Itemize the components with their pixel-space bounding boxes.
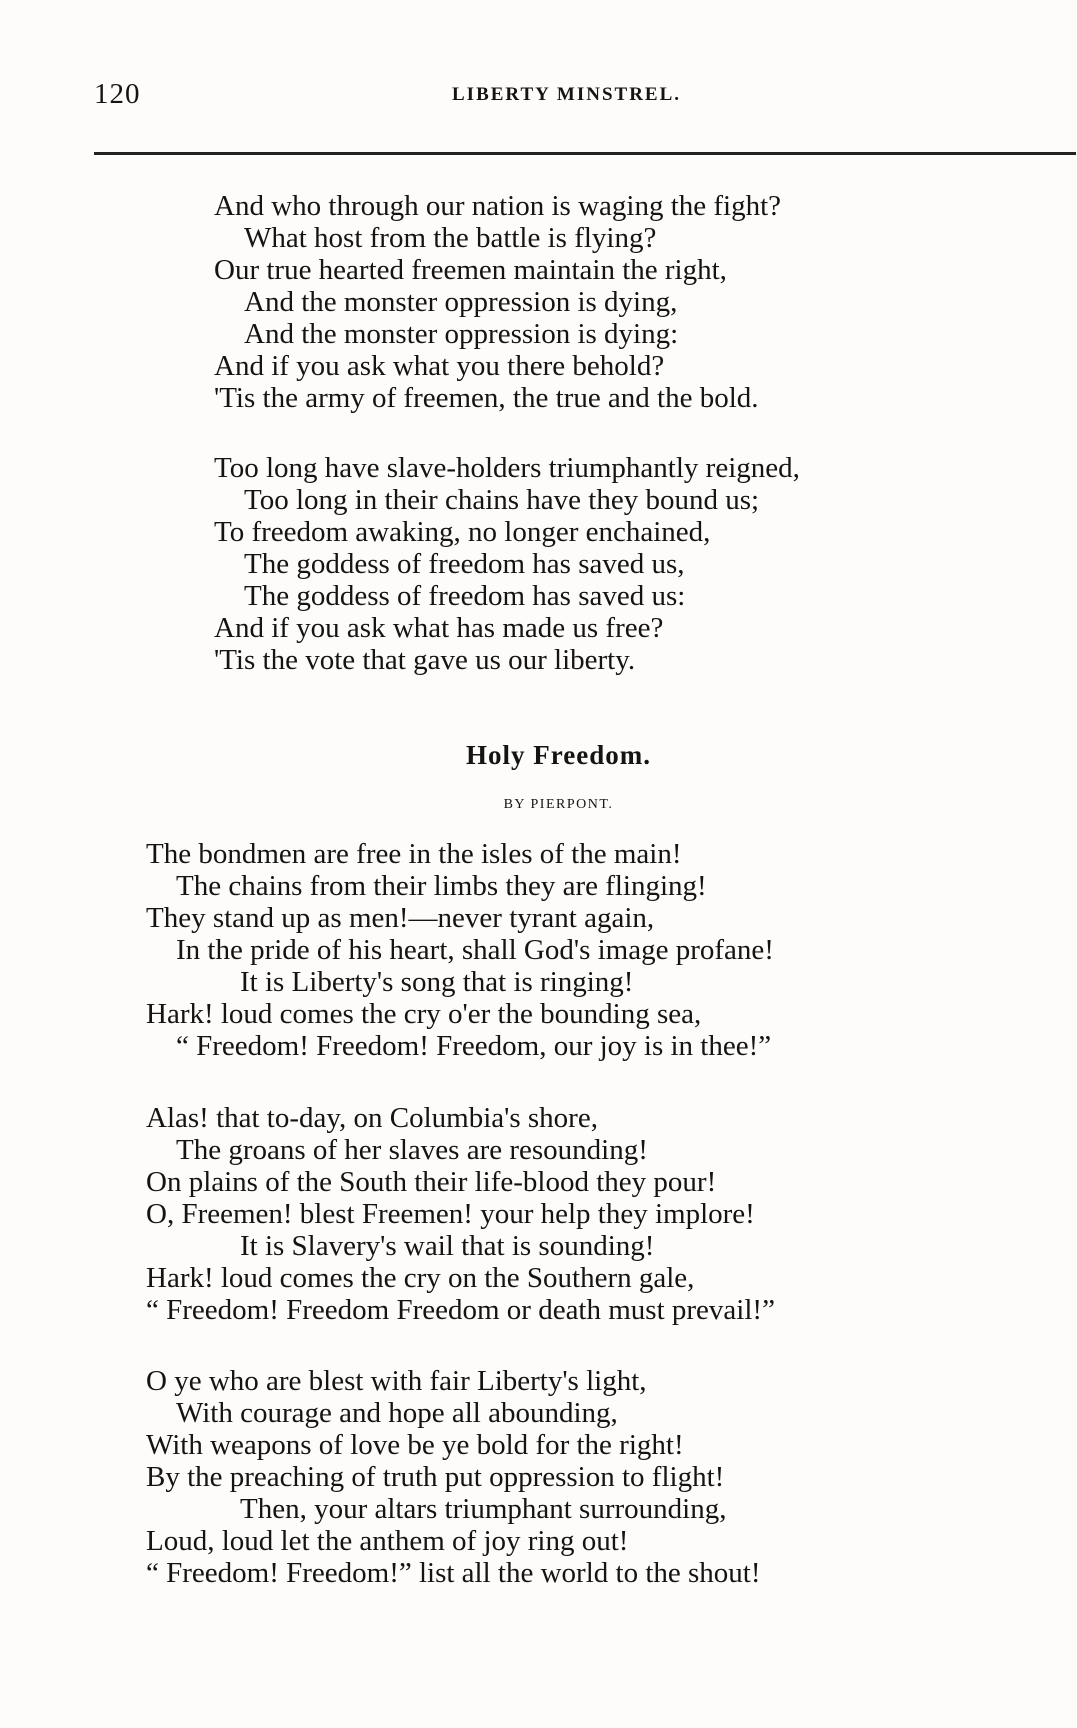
verse-line: 'Tis the vote that gave us our liberty. xyxy=(214,644,636,676)
verse-line: In the pride of his heart, shall God's image profane! xyxy=(176,934,774,966)
verse-line: O ye who are blest with fair Liberty's light, xyxy=(146,1365,647,1397)
poem-stanza-3 xyxy=(146,1365,761,1589)
poem-byline: BY PIERPONT. xyxy=(503,797,614,812)
verse-line: O, Freemen! blest Freemen! your help they implore! xyxy=(146,1198,755,1230)
verse-line: To freedom awaking, no longer enchained, xyxy=(214,516,711,548)
verse-line: Too long have slave-holders triumphantly reigned, xyxy=(214,452,800,484)
stanza-1 xyxy=(214,190,781,414)
verse-line: Our true hearted freemen maintain the right, xyxy=(214,254,727,286)
verse-line: Loud, loud let the anthem of joy ring out! xyxy=(146,1525,629,1557)
verse-line: They stand up as men!—never tyrant again, xyxy=(146,902,655,934)
verse-line: “ Freedom! Freedom Freedom or death must prevail!” xyxy=(146,1294,775,1326)
poem-title: Holy Freedom. xyxy=(466,740,651,770)
verse-line: Alas! that to-day, on Columbia's shore, xyxy=(146,1102,598,1134)
verse-line: Too long in their chains have they bound us; xyxy=(244,484,760,516)
verse-line: The goddess of freedom has saved us: xyxy=(244,580,686,612)
verse-line: Hark! loud comes the cry on the Southern gale, xyxy=(146,1262,695,1294)
verse-line: And who through our nation is waging the fight? xyxy=(214,190,782,222)
verse-line: 'Tis the army of freemen, the true and the bold. xyxy=(214,382,759,414)
stanza-2 xyxy=(214,452,800,676)
verse-line: And the monster oppression is dying, xyxy=(244,286,678,318)
verse-line: Then, your altars triumphant surrounding, xyxy=(240,1493,727,1525)
header-rule xyxy=(94,152,1076,155)
verse-line: The goddess of freedom has saved us, xyxy=(244,548,685,580)
verse-line: It is Liberty's song that is ringing! xyxy=(240,966,634,998)
verse-line: The chains from their limbs they are flinging! xyxy=(176,870,707,902)
verse-line: Hark! loud comes the cry o'er the bounding sea, xyxy=(146,998,702,1030)
verse-line: “ Freedom! Freedom!” list all the world to the shout! xyxy=(146,1557,761,1589)
verse-line: What host from the battle is flying? xyxy=(244,222,657,254)
verse-line: With courage and hope all abounding, xyxy=(176,1397,618,1429)
page-number: 120 xyxy=(94,78,141,110)
verse-line: And if you ask what you there behold? xyxy=(214,350,665,382)
verse-line: On plains of the South their life-blood they pour! xyxy=(146,1166,717,1198)
verse-line: The groans of her slaves are resounding! xyxy=(176,1134,648,1166)
verse-line: And the monster oppression is dying: xyxy=(244,318,679,350)
verse-line: The bondmen are free in the isles of the main! xyxy=(146,838,682,870)
poem-stanza-1 xyxy=(146,838,774,1062)
verse-line: “ Freedom! Freedom! Freedom, our joy is in thee!” xyxy=(176,1030,772,1062)
verse-line: By the preaching of truth put oppression to flight! xyxy=(146,1461,725,1493)
running-title: LIBERTY MINSTREL. xyxy=(452,84,682,105)
verse-line: And if you ask what has made us free? xyxy=(214,612,664,644)
poem-stanza-2 xyxy=(146,1102,775,1326)
verse-line: It is Slavery's wail that is sounding! xyxy=(240,1230,655,1262)
verse-line: With weapons of love be ye bold for the right! xyxy=(146,1429,684,1461)
